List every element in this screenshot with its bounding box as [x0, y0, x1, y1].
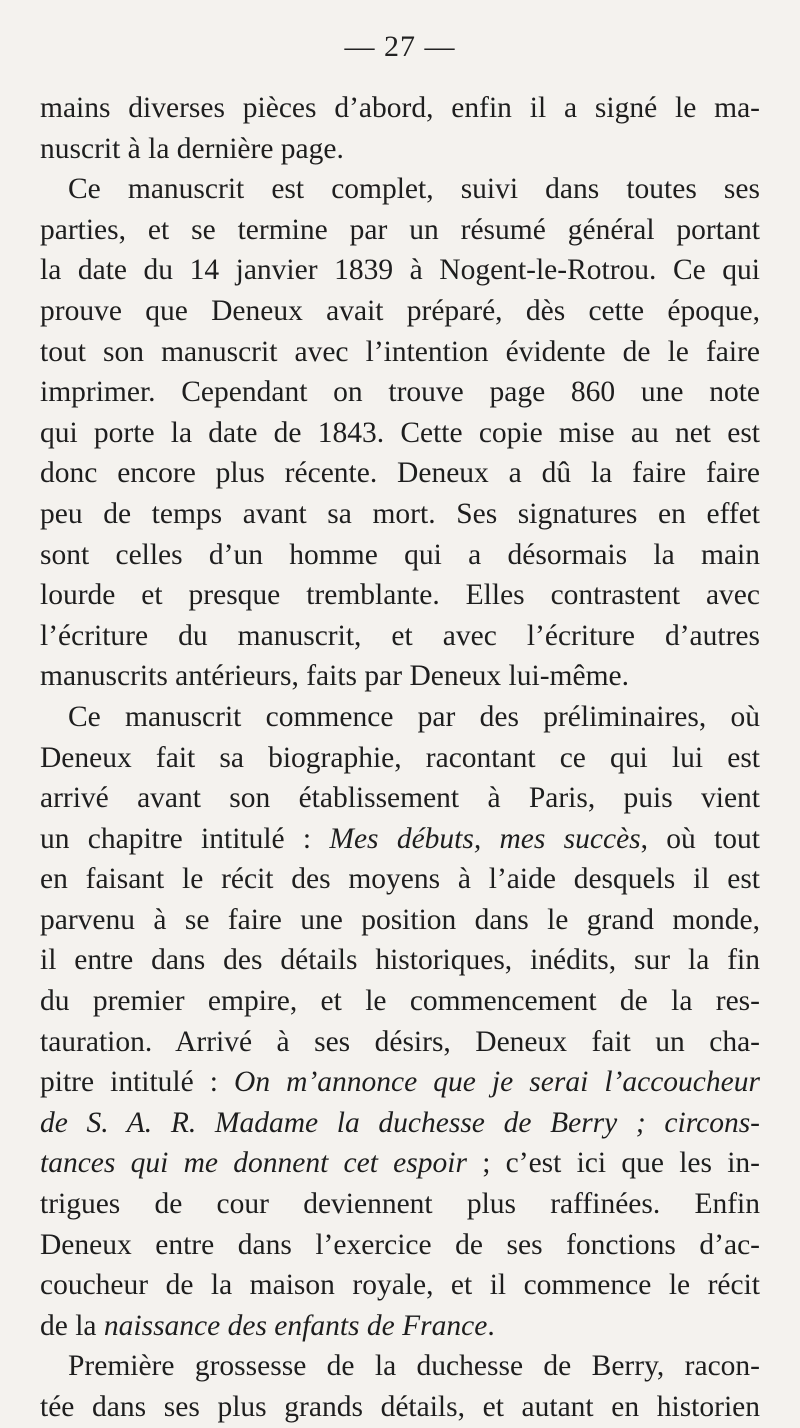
italic-title: tances qui me donnent cet espoir — [40, 1147, 467, 1180]
text-line: nuscrit à la dernière page. — [40, 132, 344, 165]
text-segment: un chapitre intitulé : — [40, 822, 330, 855]
text-line: imprimer. Cependant on trouve page 860 une note — [40, 376, 760, 409]
body-text — [40, 88, 760, 1428]
text-line: Deneux fait sa biographie, racontant ce qui lui est — [40, 741, 760, 774]
text-line: l’écriture du manuscrit, et avec l’écriture d’autres — [40, 619, 760, 652]
text-line: en faisant le récit des moyens à l’aide desquels il est — [40, 863, 760, 896]
text-line — [40, 819, 760, 860]
text-line: tée dans ses plus grands détails, et autant en historien — [40, 1391, 760, 1423]
text-segment: ; c’est ici que les in- — [466, 1147, 760, 1180]
italic-title: On m’annonce que je serai l’accoucheur — [234, 1066, 760, 1099]
text-line: il entre dans des détails historiques, inédits, sur la fin — [40, 944, 760, 977]
text-segment: , où tout — [640, 822, 760, 855]
text-line: Ce manuscrit commence par des préliminaires, où — [68, 700, 760, 733]
text-line: Première grossesse de la duchesse de Berry, racon- — [68, 1350, 760, 1383]
text-line — [40, 1062, 760, 1103]
text-line: prouve que Deneux avait préparé, dès cette époque, — [40, 294, 760, 327]
text-line: coucheur de la maison royale, et il commence le récit — [40, 1269, 760, 1302]
text-line — [40, 1306, 760, 1347]
text-line: parties, et se termine par un résumé général portant — [40, 213, 760, 246]
text-line: mains diverses pièces d’abord, enfin il a signé le ma- — [40, 92, 760, 124]
text-segment: . — [487, 1309, 495, 1342]
italic-title: naissance des enfants de France — [103, 1309, 488, 1342]
text-line: du premier empire, et le commencement de la res- — [40, 985, 760, 1018]
text-line: tauration. Arrivé à ses désirs, Deneux fait un cha- — [40, 1025, 760, 1058]
text-line: parvenu à se faire une position dans le grand monde, — [40, 903, 760, 936]
text-line: Deneux entre dans l’exercice de ses fonctions d’ac- — [40, 1228, 760, 1261]
text-line: arrivé avant son établissement à Paris, puis vient — [40, 782, 760, 815]
text-line — [40, 1103, 760, 1144]
text-line: trigues de cour deviennent plus raffinées. Enfin — [40, 1188, 760, 1221]
italic-title: Mes débuts, mes succès — [329, 822, 641, 855]
text-segment: pitre intitulé : — [40, 1066, 235, 1099]
text-segment: de la — [40, 1309, 104, 1342]
text-line: manuscrits antérieurs, faits par Deneux lui-même. — [40, 660, 629, 693]
text-line: lourde et presque tremblante. Elles contrastent avec — [40, 579, 760, 612]
text-line — [40, 1143, 760, 1184]
italic-title: de S. A. R. Madame la duchesse de Berry ; circons- — [40, 1106, 760, 1139]
text-line: la date du 14 janvier 1839 à Nogent-le-Rotrou. Ce qui — [40, 254, 760, 287]
text-line: qui porte la date de 1843. Cette copie mise au net est — [40, 416, 760, 449]
text-line: tout son manuscrit avec l’intention évidente de le faire — [40, 335, 760, 368]
text-line: donc encore plus récente. Deneux a dû la faire faire — [40, 457, 760, 490]
text-line: peu de temps avant sa mort. Ses signatures en effet — [40, 497, 760, 530]
text-line: Ce manuscrit est complet, suivi dans toutes ses — [68, 173, 760, 206]
text-line: sont celles d’un homme qui a désormais la main — [40, 538, 760, 571]
page-number: — 27 — — [344, 30, 456, 63]
